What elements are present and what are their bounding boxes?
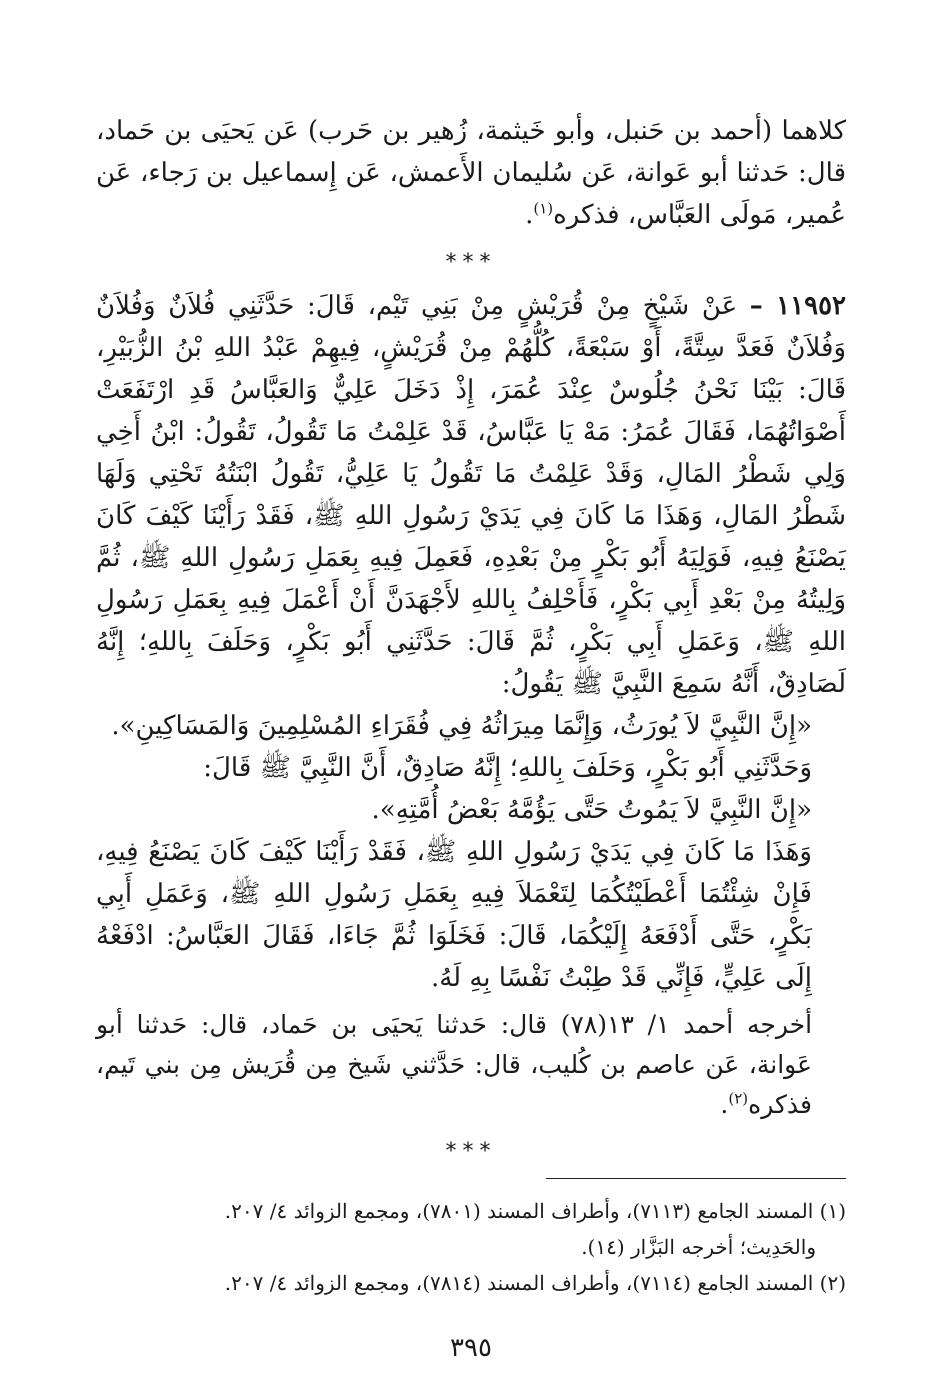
narration-2: وَحَدَّثَنِي أَبُو بَكْرٍ، وَحَلَفَ بِاللهِ؛ إِنَّهُ صَادِقٌ، أَنَّ النَّبِيَّ ﷺ قَالَ: — [203, 753, 812, 783]
hadith-body — [96, 285, 846, 705]
takhrij-paragraph: أخرجه أحمد ١/ ١٣(٧٨) قال: حَدثنا يَحيَى بن حَماد، قال: حَدثنا أبو عَوانة، عَن عاصم بن كُليب، قال: حَدَّثني شَيخ مِن قُرَيش مِن بني تَيم، فذكره$^{(٢)}$. — [96, 1010, 813, 1119]
prophetic-quote-2: «إِنَّ النَّبِيَّ لاَ يَمُوتُ حَتَّى يَؤُمَّهُ بَعْضُ أُمَّتِهِ». — [371, 795, 812, 825]
intro-text: كلاهما (أحمد بن حَنبل، وأبو خَيثمة، زُهير بن حَرب) عَن يَحيَى بن حَماد، قال: حَدثنا أبو عَوانة، عَن سُليمان الأَعمش، عَن إِسماعيل بن رَجاء، عَن عُمير، مَولَى العَبَّاس، فذكره — [96, 116, 846, 230]
page-number: ٣٩٥ — [450, 1333, 492, 1363]
footnote-divider — [546, 1178, 846, 1179]
footnote-ref-2: (٢) — [728, 1089, 749, 1108]
footnotes — [96, 1193, 846, 1301]
prophetic-quote-1: «إِنَّ النَّبِيَّ لاَ يُورَثُ، وَإِنَّمَا مِيرَاثُهُ فِي فُقَرَاءِ المُسْلِمِينَ وَالمَسَاكِينِ». — [111, 711, 812, 741]
footnote-1-continuation: والحَدِيث؛ أخرجه البَزَّار (١٤). — [581, 1235, 816, 1259]
hadith-text: عَنْ شَيْخٍ مِنْ قُرَيْشٍ مِنْ بَنِي تَيْم، قَالَ: حَدَّثَنِي فُلاَنٌ وَفُلاَنٌ وَفُلاَنٌ فَعَدَّ سِتَّةً، أَوْ سَبْعَةً، كُلُّهُمْ مِنْ قُرَيْشٍ، فِيهِمْ عَبْدُ اللهِ بْنُ الزُّبَيْرِ، قَالَ: بَيْنَا نَحْنُ جُلُوسٌ عِنْدَ عُمَرَ، إِذْ دَخَلَ عَلِيٌّ وَالعَبَّاسُ قَدِ ارْتَفَعَتْ أَصْوَاتُهُمَا، فَقَالَ عُمَرُ: مَهْ يَا عَبَّاسُ، قَدْ عَلِمْتُ مَا تَقُولُ، تَقُولُ: ابْنُ أَخِي وَلِي شَطْرُ المَالِ، وَقَدْ عَلِمْتُ مَا تَقُولُ يَا عَلِيُّ، تَقُولُ ابْنَتُهُ تَحْتِي وَلَهَا شَطْرُ المَالِ، وَهَذَا مَا كَانَ فِي يَدَيْ رَسُولِ اللهِ ﷺ، فَقَدْ رَأَيْنَا كَيْفَ كَانَ يَصْنَعُ فِيهِ، فَوَلِيَهُ أَبُو بَكْرٍ مِنْ بَعْدِهِ، فَعَمِلَ فِيهِ بِعَمَلِ رَسُولِ اللهِ ﷺ، ثُمَّ وَلِيتُهُ مِنْ بَعْدِ أَبِي بَكْرٍ، فَأَحْلِفُ بِاللهِ لأَجْهَدَنَّ أَنْ أَعْمَلَ فِيهِ بِعَمَلِ رَسُولِ اللهِ ﷺ، وَعَمَلِ أَبِي بَكْرٍ، ثُمَّ قَالَ: حَدَّثَنِي أَبُو بَكْرٍ، وَحَلَفَ بِاللهِ؛ إِنَّهُ لَصَادِقٌ، أَنَّهُ سَمِعَ النَّبِيَّ ﷺ يَقُولُ: — [96, 291, 846, 699]
takhrij-text: أخرجه أحمد ١/ ١٣(٧٨) قال: حَدثنا يَحيَى بن حَماد، قال: حَدثنا أبو عَوانة، عَن عاصم بن كُليب، قال: حَدَّثني شَيخ مِن قُرَيش مِن بني تَيم، فذكره — [96, 1010, 813, 1119]
hadith-conclusion: وَهَذَا مَا كَانَ فِي يَدَيْ رَسُولِ اللهِ ﷺ، فَقَدْ رَأَيْنَا كَيْفَ كَانَ يَصْنَعُ فِيهِ، فَإِنْ شِئْتُمَا أَعْطَيْتُكُمَا لِتَعْمَلاَ فِيهِ بِعَمَلِ رَسُولِ اللهِ ﷺ، وَعَمَلِ أَبِي بَكْرٍ، حَتَّى أَدْفَعَهُ إِلَيْكُمَا، قَالَ: فَخَلَوَا ثُمَّ جَاءَا، فَقَالَ العَبَّاسُ: ادْفَعْهُ إِلَى عَلِيٍّ، فَإِنِّي قَدْ طِبْتُ نَفْسًا بِهِ لَهُ. — [96, 837, 812, 993]
footnote-1: (١) المسند الجامع (٧١١٣)، وأطراف المسند (٧٨٠١)، ومجمع الزوائد ٤/ ٢٠٧. — [224, 1199, 846, 1223]
page-content — [96, 110, 846, 1363]
intro-paragraph: كلاهما (أحمد بن حَنبل، وأبو خَيثمة، زُهير بن حَرب) عَن يَحيَى بن حَماد، قال: حَدثنا أبو عَوانة، عَن سُليمان الأَعمش، عَن إِسماعيل بن رَجاء، عَن عُمير، مَولَى العَبَّاس، فذكره$^{(١)}$. — [96, 116, 846, 230]
separator-stars-2: *** — [445, 1139, 497, 1164]
separator-stars: *** — [445, 250, 497, 275]
hadith-number: ١١٩٥٢ – — [749, 291, 846, 321]
footnote-2: (٢) المسند الجامع (٧١١٤)، وأطراف المسند (٧٨١٤)، ومجمع الزوائد ٤/ ٢٠٧. — [224, 1271, 846, 1295]
footnote-ref-1: (١) — [533, 199, 554, 218]
